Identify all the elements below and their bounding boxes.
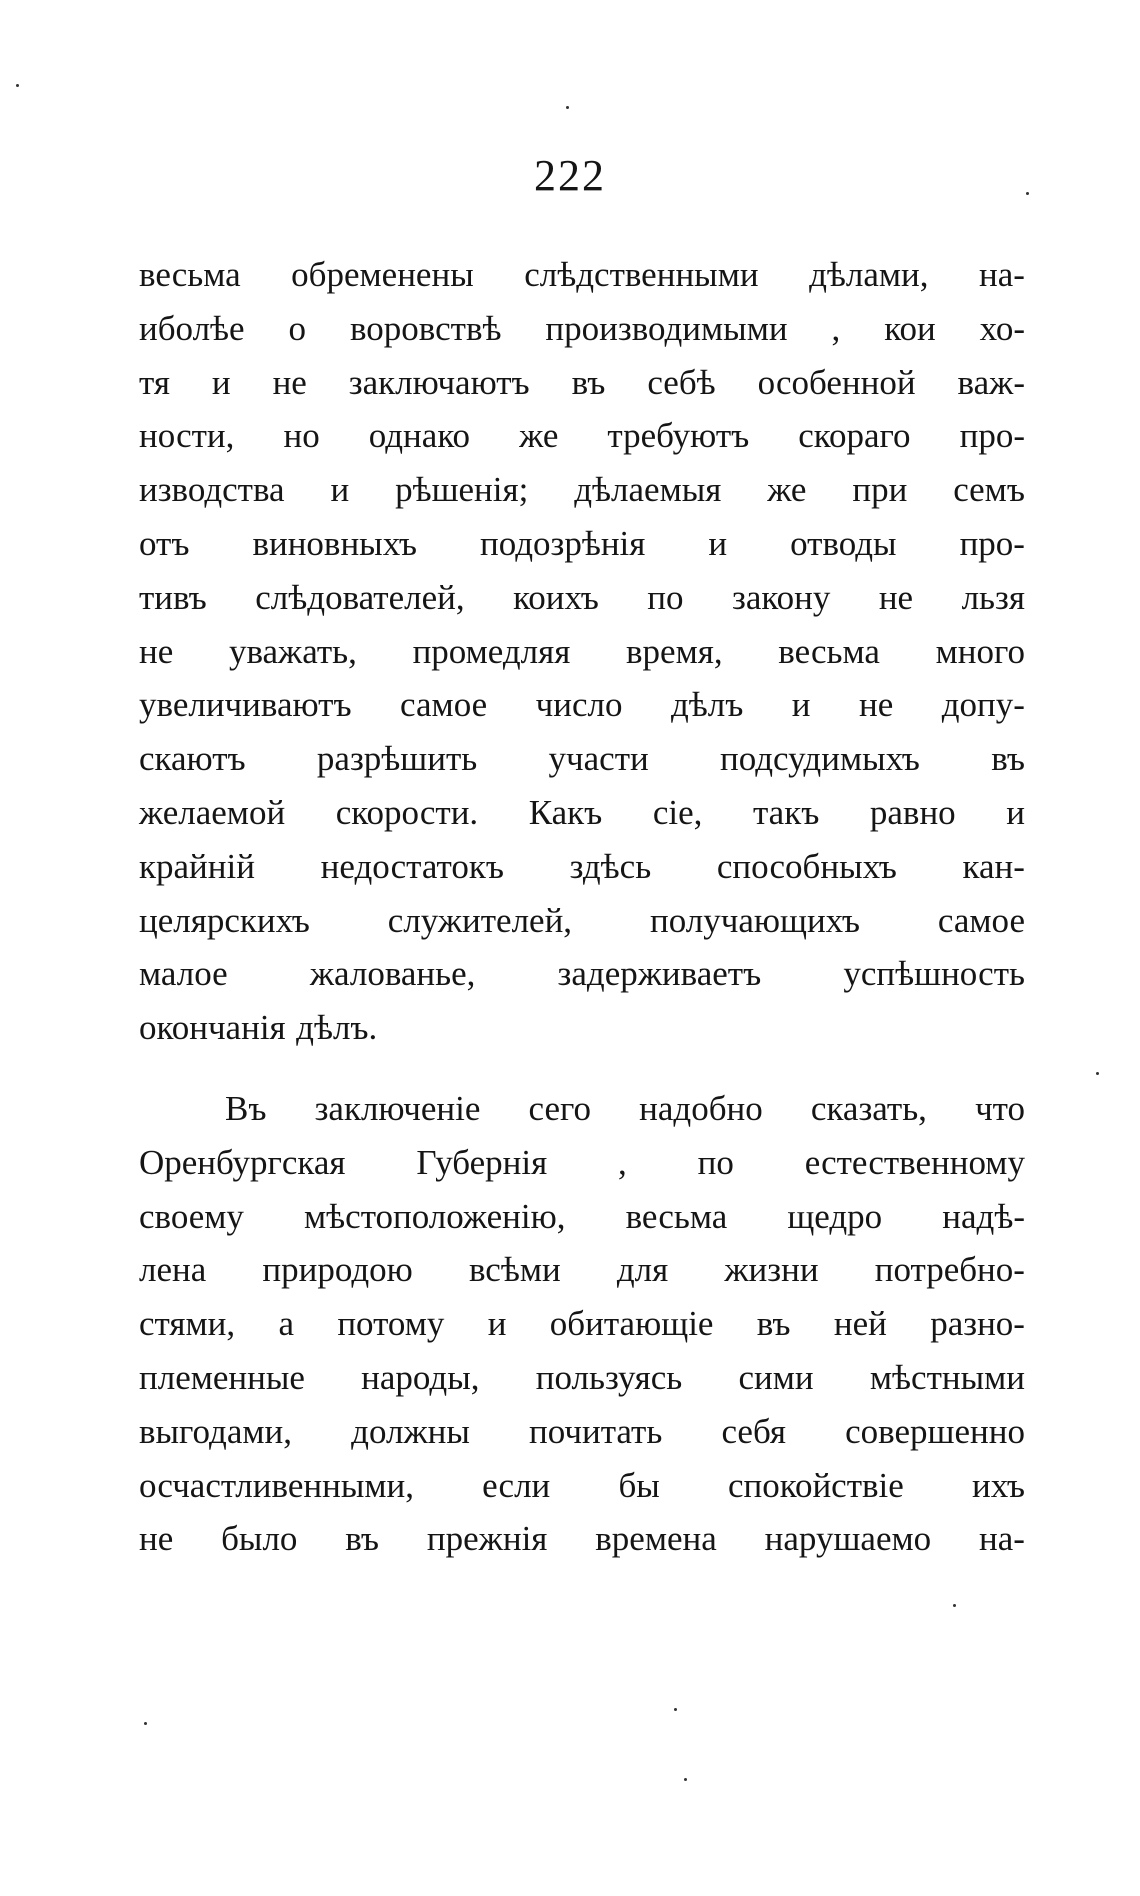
word: сіе,: [652, 792, 703, 832]
text-line: [139, 786, 1025, 840]
word: семъ: [953, 470, 1025, 510]
word: самое: [400, 685, 488, 725]
word: а: [278, 1304, 294, 1344]
word: жалованье,: [309, 954, 476, 994]
word: способныхъ: [716, 846, 897, 886]
word: выгодами,: [139, 1411, 292, 1451]
word: ,: [618, 1142, 627, 1182]
word: обременены: [291, 255, 474, 294]
word: получающихъ: [649, 900, 860, 940]
word: Какъ: [528, 792, 603, 832]
word: разно-: [930, 1304, 1025, 1344]
word: для: [616, 1250, 669, 1290]
word: окончанія: [139, 1008, 286, 1048]
word: время,: [626, 631, 723, 671]
word: но: [283, 416, 320, 456]
paragraph-2: [139, 1082, 1025, 1566]
word: дѣлъ: [670, 685, 744, 725]
word: не: [859, 685, 894, 725]
text-line: [139, 840, 1025, 894]
word: по: [697, 1142, 734, 1182]
text-line: [139, 1512, 1025, 1566]
word: не: [139, 631, 174, 671]
word: отводы: [790, 523, 897, 563]
word: много: [935, 631, 1025, 671]
word: о: [288, 308, 307, 348]
word: сказать,: [810, 1089, 927, 1128]
text-line: [139, 248, 1025, 302]
word: производимыми: [545, 308, 788, 348]
word: самое: [937, 900, 1025, 940]
word: народы,: [361, 1357, 480, 1397]
word: племенные: [139, 1357, 305, 1397]
word: весьма: [778, 631, 880, 671]
word: увеличиваютъ: [139, 685, 352, 725]
word: въ: [345, 1519, 380, 1559]
print-speck: [953, 1604, 956, 1607]
word: такъ: [752, 792, 820, 832]
word: важ-: [957, 362, 1025, 402]
word: виновныхъ: [252, 523, 417, 563]
word: стями,: [139, 1304, 236, 1344]
text-line: [139, 517, 1025, 571]
word: обитающіе: [549, 1304, 714, 1344]
word: въ: [991, 739, 1025, 779]
word: естественному: [804, 1142, 1025, 1182]
word: же: [519, 416, 559, 456]
word: мѣстоположенію,: [304, 1196, 566, 1236]
word: нарушаемо: [764, 1519, 932, 1559]
word: дѣлъ.: [296, 1008, 378, 1048]
word: уважать,: [228, 631, 357, 671]
word: тя: [139, 362, 170, 402]
text-line: [139, 947, 1025, 1001]
word: при: [852, 470, 908, 510]
word: по: [647, 577, 684, 617]
word: подсудимыхъ: [720, 739, 920, 779]
text-line: [139, 894, 1025, 948]
word: лена: [139, 1250, 207, 1290]
word: въ: [756, 1304, 791, 1344]
print-speck: [684, 1778, 687, 1781]
word: и: [708, 523, 728, 563]
word: надѣ-: [942, 1196, 1025, 1236]
word: прежнія: [426, 1519, 548, 1559]
word: допу-: [941, 685, 1025, 725]
word: слѣдственными: [524, 255, 759, 294]
word: въ: [571, 362, 606, 402]
word: и: [1006, 792, 1025, 832]
word: спокойствіе: [727, 1465, 904, 1505]
word: весьма: [625, 1196, 728, 1236]
word: подозрѣнія: [479, 523, 646, 563]
word: льзя: [961, 577, 1025, 617]
word: хо-: [979, 308, 1025, 348]
text-line: [139, 1082, 1025, 1136]
word: недостатокъ: [320, 846, 504, 886]
word: жизни: [724, 1250, 819, 1290]
word: ности,: [139, 416, 235, 456]
word: мѣстными: [869, 1357, 1025, 1397]
word: заключеніе: [314, 1089, 481, 1128]
word: воровствѣ: [350, 308, 502, 348]
text-line: [139, 1243, 1025, 1297]
word: осчастливенными,: [139, 1465, 414, 1505]
text-line: [139, 1459, 1025, 1513]
word: дѣлами,: [809, 255, 929, 294]
word: тивъ: [139, 577, 207, 617]
word: бы: [618, 1465, 660, 1505]
word: заключаютъ: [348, 362, 530, 402]
word: служителей,: [387, 900, 573, 940]
word: потребно-: [874, 1250, 1025, 1290]
word: себя: [721, 1411, 786, 1451]
word: про-: [959, 416, 1025, 456]
word: себѣ: [647, 362, 716, 402]
word: и: [211, 362, 231, 402]
word: скораго: [798, 416, 911, 456]
word: и: [791, 685, 811, 725]
word: изводства: [139, 470, 285, 510]
word: было: [221, 1519, 298, 1559]
word: скорости.: [335, 792, 479, 832]
word: однако: [368, 416, 471, 456]
word: надобно: [639, 1089, 763, 1128]
word: должны: [351, 1411, 470, 1451]
word: совершенно: [845, 1411, 1025, 1451]
word: и: [330, 470, 350, 510]
word: кан-: [962, 846, 1025, 886]
word: весьма: [139, 255, 241, 294]
print-speck: [566, 106, 569, 109]
word: щедро: [787, 1196, 883, 1236]
word: особенной: [757, 362, 916, 402]
word: если: [482, 1465, 551, 1505]
word: ,: [831, 308, 841, 348]
text-line: [139, 302, 1025, 356]
word: ней: [833, 1304, 887, 1344]
word: пользуясь: [535, 1357, 683, 1397]
word: сими: [738, 1357, 814, 1397]
word: природою: [262, 1250, 413, 1290]
word: промедляя: [412, 631, 571, 671]
word: на-: [979, 1519, 1025, 1559]
word: дѣлаемыя: [574, 470, 722, 510]
text-line: [139, 356, 1025, 410]
text-line: [139, 1190, 1025, 1244]
word: Оренбургская: [139, 1142, 346, 1182]
text-line: [139, 1297, 1025, 1351]
word: иболѣе: [139, 308, 245, 348]
page-number: 222: [534, 151, 606, 200]
word: времена: [595, 1519, 717, 1559]
word: закону: [732, 577, 831, 617]
word: успѣшность: [843, 954, 1025, 994]
word: задерживаетъ: [557, 954, 762, 994]
word: скаютъ: [139, 739, 246, 779]
word: не: [272, 362, 307, 402]
word: что: [975, 1089, 1025, 1128]
text-line: [139, 1351, 1025, 1405]
word: отъ: [139, 523, 190, 563]
word: и: [487, 1304, 507, 1344]
word: всѣми: [468, 1250, 561, 1290]
print-speck: [144, 1722, 147, 1725]
text-line: [139, 571, 1025, 625]
text-line: [139, 732, 1025, 786]
word: про-: [959, 523, 1025, 563]
print-speck: [674, 1708, 677, 1711]
word: Губернія: [416, 1142, 548, 1182]
word: разрѣшить: [316, 739, 478, 779]
word: малое: [139, 954, 228, 994]
word: не: [139, 1519, 174, 1559]
word: рѣшенія;: [395, 470, 529, 510]
text-line: [139, 1405, 1025, 1459]
text-line: [139, 678, 1025, 732]
print-speck: [16, 84, 19, 87]
word: своему: [139, 1196, 244, 1236]
text-line: [139, 1136, 1025, 1190]
print-speck: [1096, 1072, 1099, 1075]
paragraph-1: [139, 248, 1025, 1055]
text-line: [139, 1001, 1025, 1055]
word: почитать: [529, 1411, 663, 1451]
word: целярскихъ: [139, 900, 310, 940]
word: сего: [528, 1089, 591, 1128]
word: число: [535, 685, 623, 725]
word: кои: [884, 308, 936, 348]
word: желаемой: [139, 792, 286, 832]
text-line: [139, 463, 1025, 517]
word: не: [878, 577, 914, 617]
print-speck: [1026, 192, 1029, 195]
text-line: [139, 409, 1025, 463]
word: Въ: [225, 1089, 267, 1128]
word: здѣсь: [569, 846, 652, 886]
word: же: [767, 470, 807, 510]
word: потому: [337, 1304, 445, 1344]
word: на-: [979, 255, 1025, 294]
word: требуютъ: [607, 416, 750, 456]
word: слѣдователей,: [255, 577, 465, 617]
word: участи: [548, 739, 649, 779]
word: ихъ: [971, 1465, 1025, 1505]
word: коихъ: [513, 577, 599, 617]
word: крайній: [139, 846, 255, 886]
text-line: [139, 625, 1025, 679]
word: равно: [869, 792, 956, 832]
